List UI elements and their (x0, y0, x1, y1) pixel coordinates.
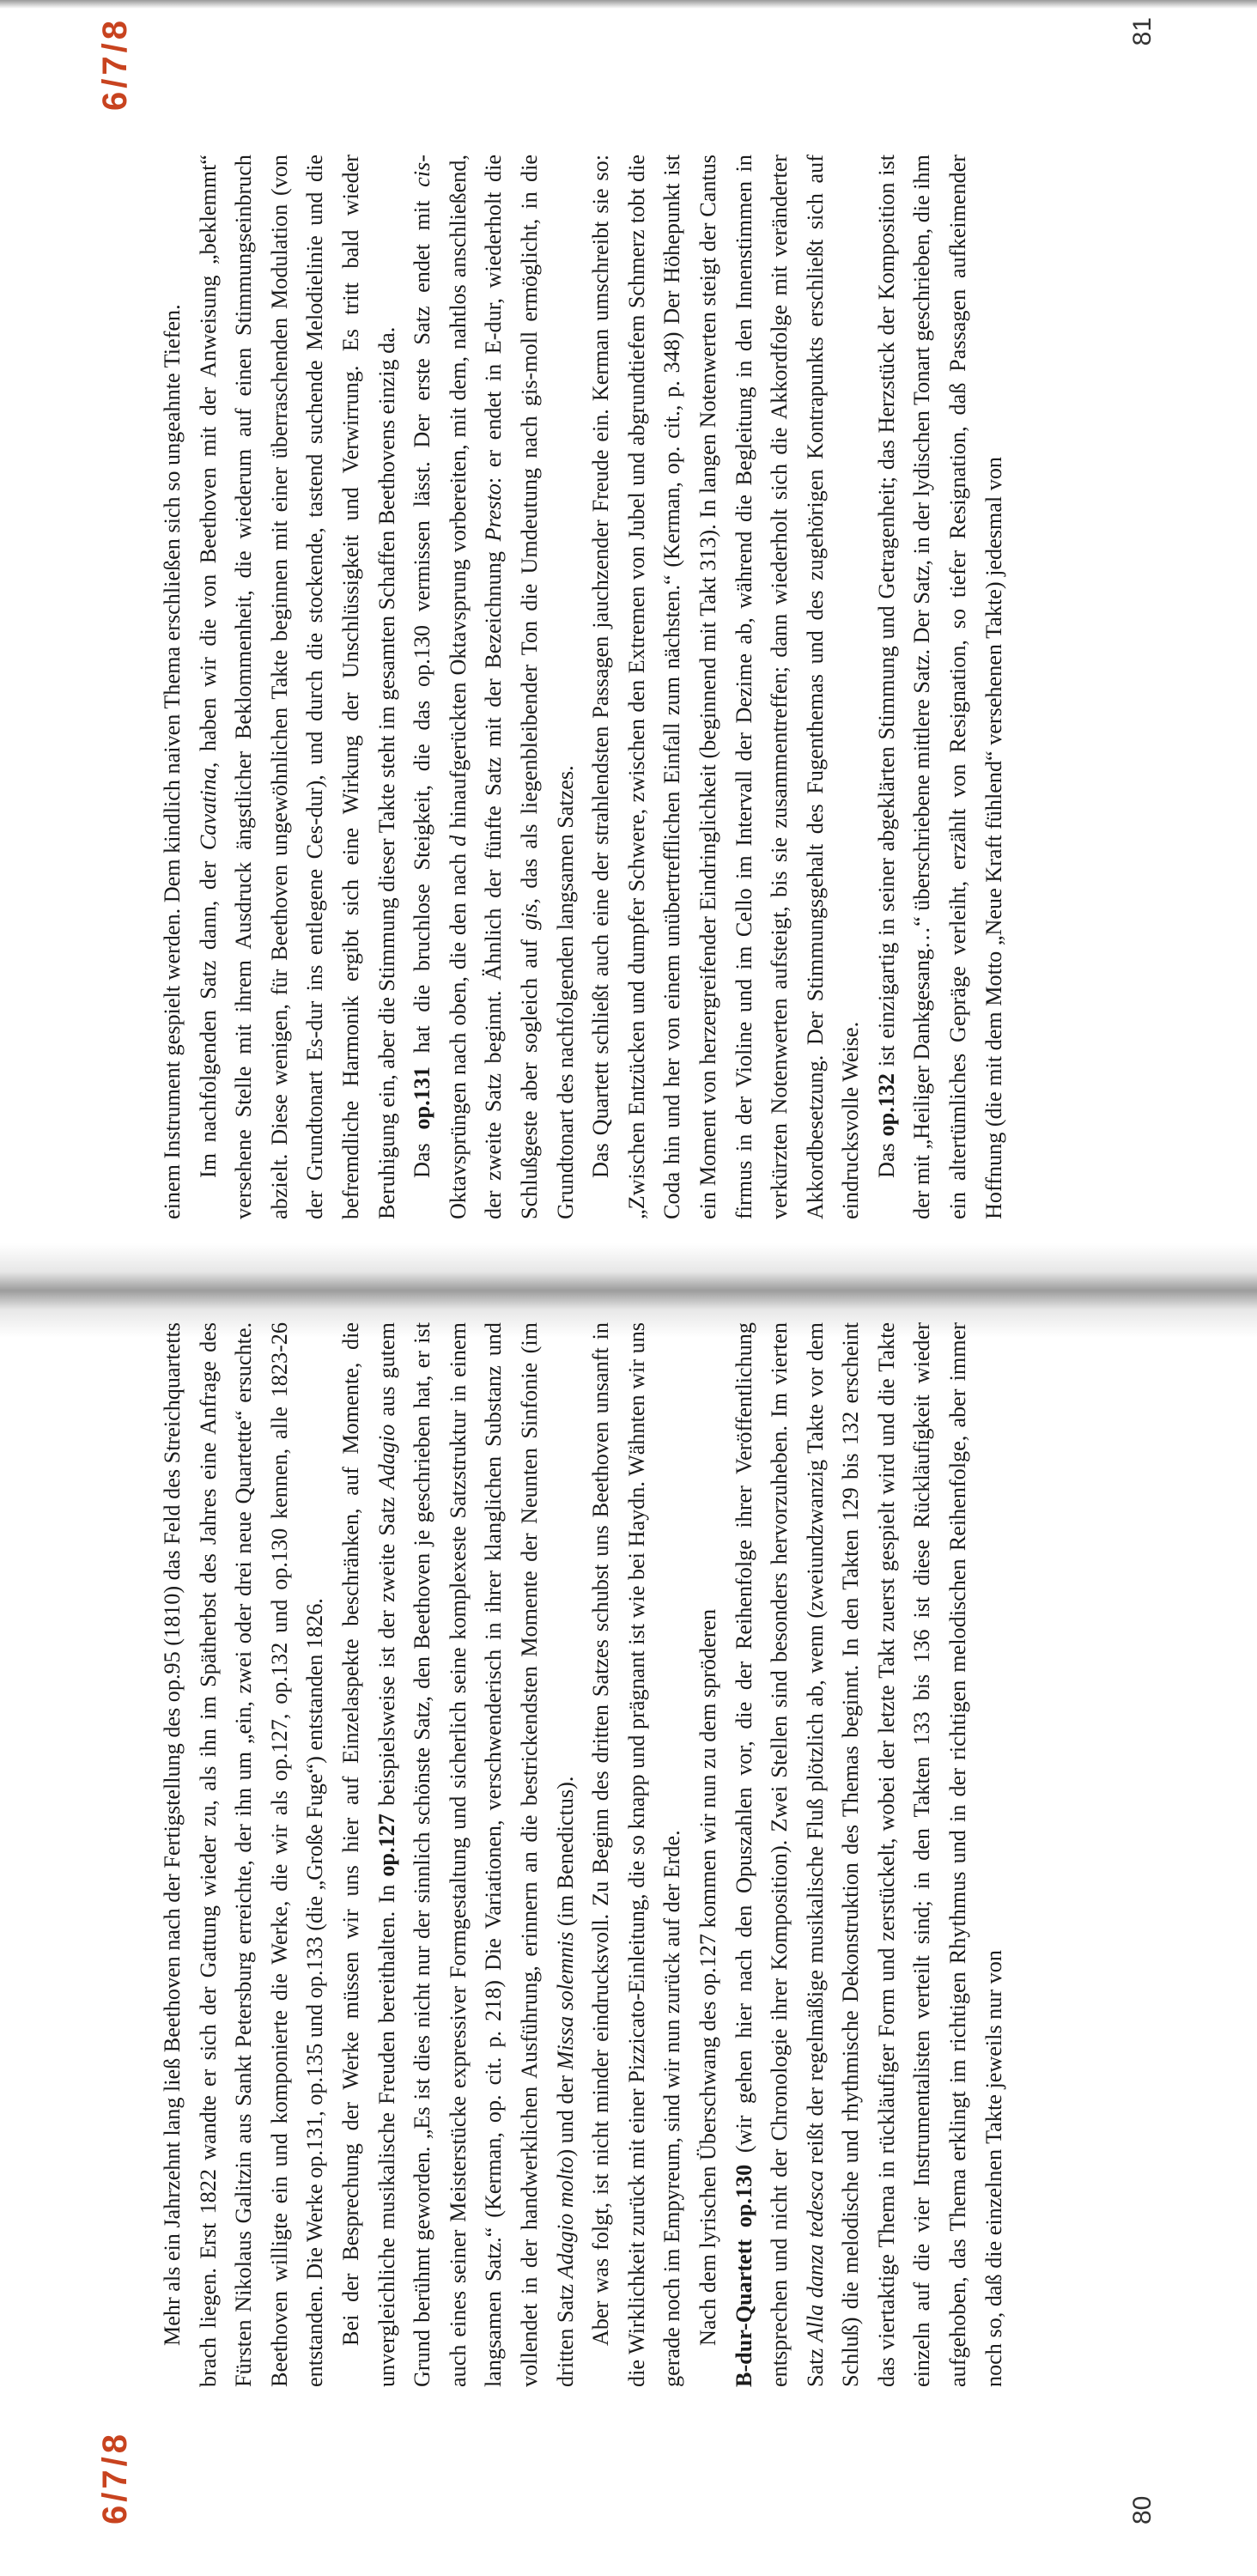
paragraph: Das op.131 hat die bruchlose Steigkeit, die das op.130 vermissen lässt. Der erste Satz endet mit cis-Oktavsprüngen nach oben, die den nach d hinaufgerückten Oktavsprung vorbereiten, mit dem, nahtlos anschließend, der zweite Satz beginnt. Ähnlich der fünfte Satz mit der Bezeichnung Presto: er endet in E-dur, wiederholt die Schlußgeste aber sogleich auf gis, das als liegenbleibender Ton die Umdeutung nach gis-moll ermöglicht, in die Grundtonart des nachfolgenden langsamen Satzes. (410, 154, 578, 1219)
page-body (155, 155, 1011, 1219)
page-number: 81 (1128, 17, 1157, 46)
section-tag: 6/7/8 (96, 2431, 134, 2524)
paragraph: Im nachfolgenden Satz dann, der Cavatina, haben wir die von Beethoven mit der Anweisung „beklemmt“ versehene Stelle mit ihrem Ausdruck ängstlicher Beklommenheit, die wiederum auf einen Stimmungseinbruch abzielt. Diese wenigen, für Beethoven ungewöhnlichen Takte beginnen mit einer überraschenden Modulation (von der Grundtonart Es-dur ins entlegene Ces-dur), und durch die stockende, tastend suchende Melodielinie und die befremdliche Harmonik ergibt sich eine Wirkung der Unschlüssigkeit und Verwirrung. Es tritt bald wieder Beruhigung ein, aber die Stimmung dieser Takte steht im gesamten Schaffen Beethovens einzig da. (195, 154, 399, 1219)
paragraph: Das op.132 ist einzigartig in seiner abgeklärten Stimmung und Getragenheit; das Herzstück der Komposition ist der mit „Heiliger Dankgesang…“ überschriebene mittlere Satz. Der Satz, in der lydischen Tonart geschrieben, die ihm ein altertümliches Gepräge verleiht, erzählt von Resignation, so tiefer Resignation, daß Passagen aufkeimender Hoffnung (die mit dem Motto „Neue Kraft fühlend“ versehenen Takte) jedesmal von (873, 155, 1006, 1219)
paragraph: Bei der Besprechung der Werke müssen wir uns hier auf Einzelaspekte beschränken, auf Momente, die unvergleichliche musikalische Freuden bereithalten. In op.127 beispielsweise ist der zweite Satz Adagio aus gutem Grund berühmt geworden. „Es ist dies nicht nur der sinnlich schönste Satz, den Beethoven je geschrieben hat, er ist auch eines seiner Meisterstücke expressiver Formgestaltung und sicherlich seine komplexeste Satzstruktur in einem langsamen Satz.“ (Kerman, op. cit. p. 218) Die Variationen, verschwenderisch in ihrer klanglichen Substanz und vollendet in der handwerklichen Ausführung, erinnern an die bestrickendsten Momente der Neunten Sinfonie (im dritten Satz Adagio molto) und der Missa solemnis (im Benedictus). (337, 1322, 578, 2387)
paragraph: einem Instrument gespielt werden. Dem kindlich naiven Thema erschließen sich so ungeahnte Tiefen. (160, 304, 185, 1219)
paragraph: B-dur-Quartett op.130 (wir gehen hier nach den Opuszahlen vor, die der Reihenfolge ihrer Veröffentlichung entsprechen und nicht der Chronologie ihrer Komposition). Zwei Stellen sind besonders hervorzuheben. Im vierten Satz Alla danza tedesca reißt der regelmäßige musikalische Fluß plötzlich ab, wenn (zweiundzwanzig Takte vor dem Schluß) die melodische und rhythmische Dekonstruktion des Themas beginnt. In den Takten 129 bis 132 erscheint das viertaktige Thema in rückläufiger Form und zerstückelt, wobei der letzte Takt zuerst gespielt wird und die Takte einzeln auf die vier Instrumentalisten verteilt sind; in den Takten 133 bis 136 ist diese Rückläufigkeit wieder aufgehoben, das Thema erklingt im richtigen Rhythmus und in der richtigen melodischen Reihenfolge, aber immer noch so, daß die einzelnen Takte jeweils nur von (731, 1322, 1006, 2387)
page-header (94, 1322, 155, 2524)
page-body (155, 1322, 1011, 2387)
page-80 (94, 1322, 1176, 2524)
page-header (94, 17, 155, 1219)
paragraph: Das Quartett schließt auch eine der strahlendsten Passagen jauchzender Freude ein. Kerman umschreibt sie so: „Zwischen Entzücken und dumpfer Schwere, zwischen den Extremen von Jubel und abgrundtiefem Schmerz tobt die Coda hin und her von einem unübertrefflichen Einfall zum nächsten.“ (Kerman, op. cit., p. 348) Der Höhepunkt ist ein Moment von herzergreifender Eindringlichkeit (beginnend mit Takt 313). In langen Notenwerten steigt der Cantus firmus in der Violine und im Cello im Intervall der Dezime ab, während die Begleitung in den Innenstimmen in verkürzten Notenwerten aufsteigt, bis sie zusammentreffen; dann wiederholt sich die Akkordfolge mit veränderter Akkordbesetzung. Der Stimmungsgehalt des Fugenthemas und des zugehörigen Kontrapunkts erschließt sich auf eindrucksvolle Weise. (588, 155, 864, 1219)
page-81 (94, 17, 1176, 1219)
scan-edge (0, 0, 1257, 9)
paragraph: Nach dem lyrischen Überschwang des op.127 kommen wir nun zu dem spröderen (695, 1608, 720, 2346)
section-tag: 6/7/8 (96, 17, 134, 111)
paragraph: Mehr als ein Jahrzehnt lang ließ Beethoven nach der Fertigstellung des op.95 (1810) das Feld des Streichquartetts brach liegen. Erst 1822 wandte er sich der Gattung wieder zu, als ihn im Spätherbst des Jahres eine Anfrage des Fürsten Nikolaus Galitzin aus Sankt Petersburg erreichte, der ihn um „ein, zwei oder drei neue Quartette“ ersuchte. Beethoven willigte ein und komponierte die Werke, die wir als op.127, op.132 und op.130 kennen, alle 1823-26 entstanden. Die Werke op.131, op.135 und op.133 (die „Große Fuge“) entstanden 1826. (160, 1322, 328, 2387)
page-number: 80 (1128, 2495, 1157, 2524)
paragraph: Aber was folgt, ist nicht minder eindrucksvoll. Zu Beginn des dritten Satzes schubst uns Beethoven unsanft in die Wirklichkeit zurück mit einer Pizzicato-Einleitung, die so knapp und prägnant ist wie bei Haydn. Wähnten wir uns gerade noch im Empyreum, sind wir nun zurück auf der Erde. (588, 1322, 685, 2387)
